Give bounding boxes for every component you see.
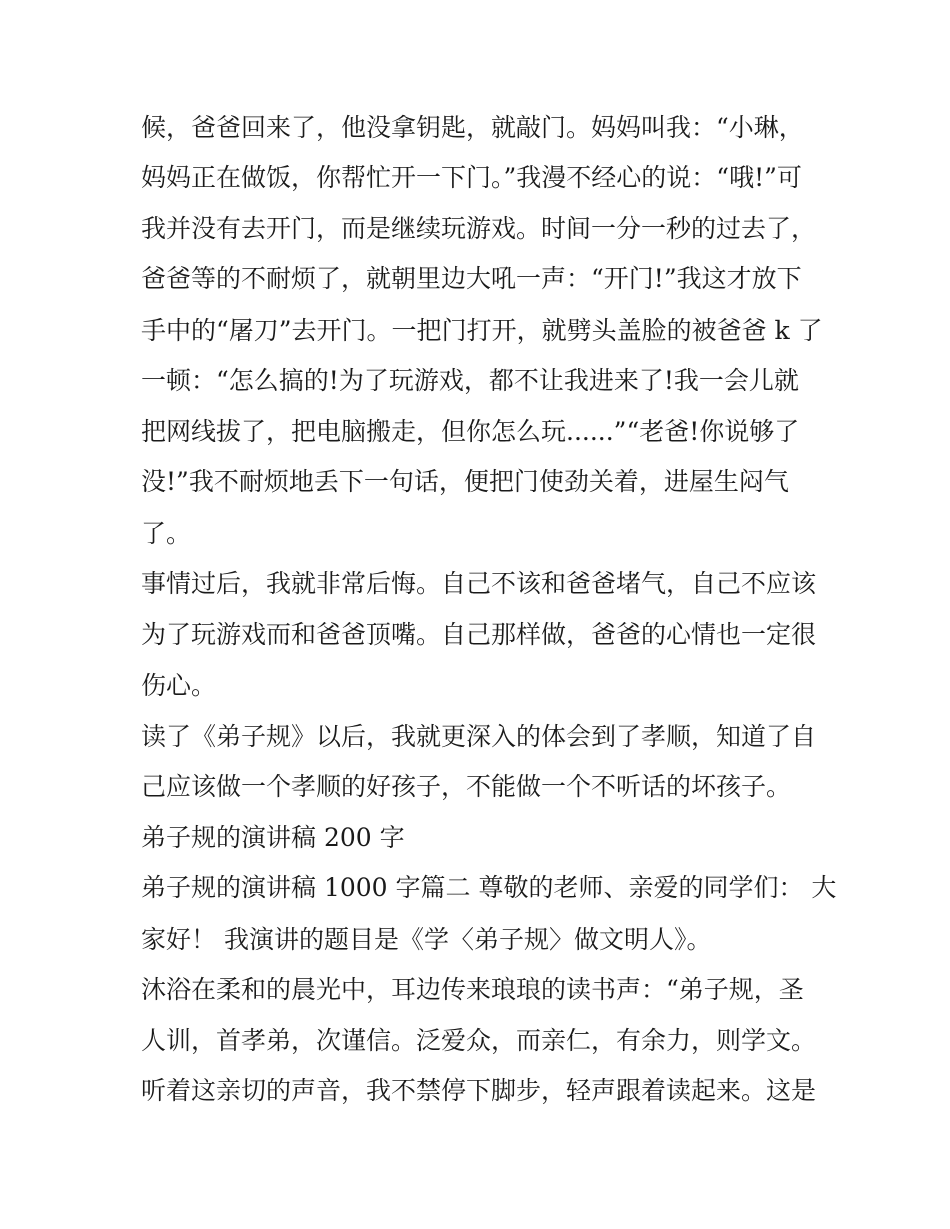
text-line: 我并没有去开门，而是继续玩游戏。时间一分一秒的过去了， — [141, 214, 817, 243]
text-line: 候，爸爸回来了，他没拿钥匙，就敲门。妈妈叫我：“小琳， — [141, 113, 804, 142]
text-line: 人训，首孝弟，次谨信。泛爱众，而亲仁，有余力，则学文。 — [141, 1026, 817, 1055]
text-line: 没!”我不耐烦地丢下一句话，便把门使劲关着，进屋生闷气 — [141, 467, 789, 496]
text-line: 听着这亲切的声音，我不禁停下脚步，轻声跟着读起来。这是 — [141, 1076, 817, 1105]
section-heading: 弟子规的演讲稿 200 字 — [141, 823, 405, 852]
text-line: 爸爸等的不耐烦了，就朝里边大吼一声：“开门!”我这才放下 — [141, 264, 802, 293]
text-line: 了。 — [141, 519, 192, 548]
text-line: 把网线拔了，把电脑搬走，但你怎么玩......”“老爸!你说够了 — [141, 417, 800, 446]
text-line: 为了玩游戏而和爸爸顶嘴。自己那样做，爸爸的心情也一定很 — [141, 620, 817, 649]
text-line: 手中的“屠刀”去开门。一把门打开，就劈头盖脸的被爸爸 k 了 — [141, 316, 823, 345]
text-line: 读了《弟子规》以后，我就更深入的体会到了孝顺，知道了自 — [141, 722, 817, 751]
text-line: 一顿：“怎么搞的!为了玩游戏，都不让我进来了!我一会儿就 — [141, 366, 799, 395]
text-line: 伤心。 — [141, 671, 217, 700]
text-line: 家好！ 我演讲的题目是《学〈弟子规〉做文明人》。 — [141, 925, 712, 954]
text-line: 弟子规的演讲稿 1000 字篇二 尊敬的老师、亲爱的同学们： 大 — [141, 873, 837, 902]
text-line: 事情过后，我就非常后悔。自己不该和爸爸堵气，自己不应该 — [141, 569, 817, 598]
text-line: 妈妈正在做饭，你帮忙开一下门。”我漫不经心的说：“哦!”可 — [141, 163, 802, 192]
text-line: 己应该做一个孝顺的好孩子，不能做一个不听话的坏孩子。 — [141, 772, 792, 801]
text-line: 沐浴在柔和的晨光中，耳边传来琅琅的读书声：“弟子规，圣 — [141, 975, 804, 1004]
